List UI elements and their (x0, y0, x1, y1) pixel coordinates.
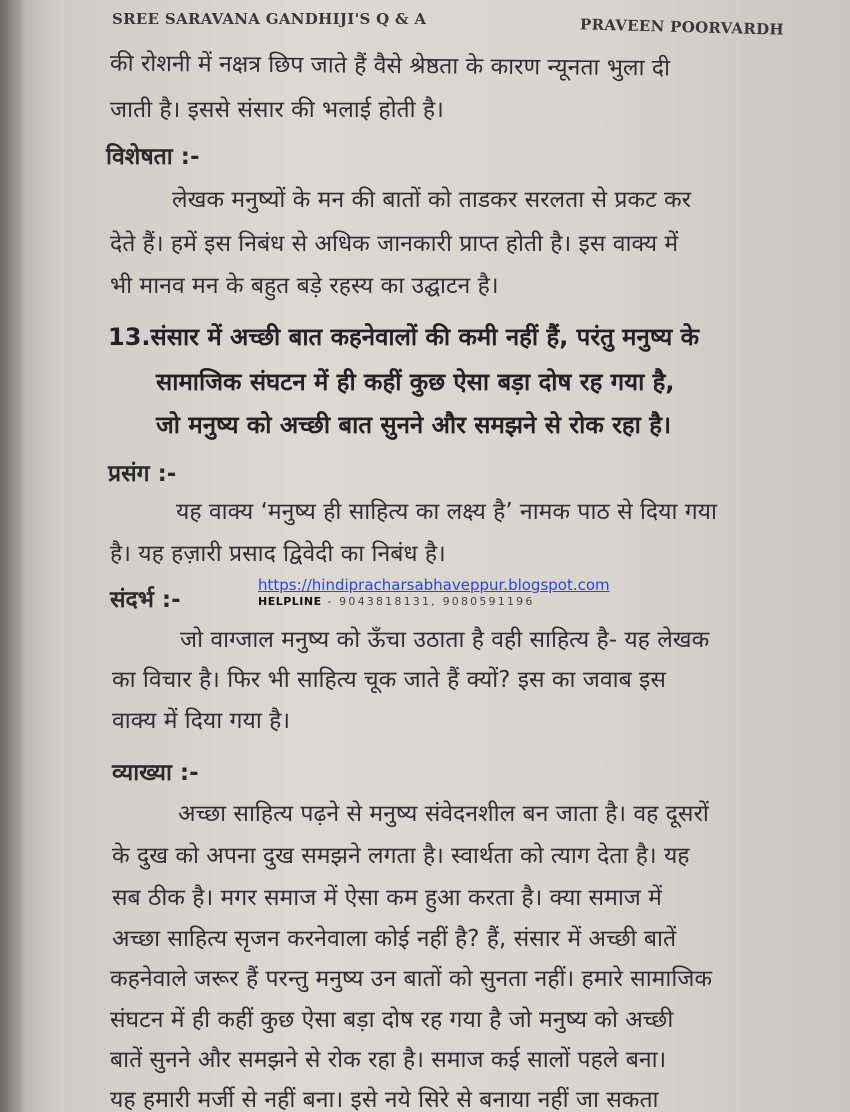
text-line: भी मानव मन के बहुत बड़े रहस्य का उद्घाटन है। (110, 273, 499, 299)
text-line: वाक्य में दिया गया है। (112, 708, 291, 734)
question-text: संसार में अच्छी बात कहनेवालों की कमी नहीं हैं, परंतु मनुष्य के (150, 323, 700, 351)
question-number: 13. (108, 323, 151, 351)
text-line: जो वाग्जाल मनुष्य को ऊँचा उठाता है वही साहित्य है- यह लेखक (180, 627, 710, 653)
running-header-left: SREE SARAVANA GANDHIJI'S Q & A (112, 10, 427, 28)
helpline-watermark (258, 595, 535, 608)
text-line: संघटन में ही कहीं कुछ ऐसा बड़ा दोष रह गया है जो मनुष्य को अच्छी (110, 1007, 674, 1033)
question-line: जो मनुष्य को अच्छी बात सुनने और समझने से रोक रहा है। (156, 411, 672, 439)
text-line: बातें सुनने और समझने से रोक रहा है। समाज कई सालों पहले बना। (110, 1047, 667, 1073)
text-line: का विचार है। फिर भी साहित्य चूक जाते हैं क्यों? इस का जवाब इस (112, 667, 666, 693)
section-heading-prasang: प्रसंग :- (108, 461, 177, 487)
text-line: है। यह हज़ारी प्रसाद द्विवेदी का निबंध है। (110, 541, 446, 567)
helpline-numbers: - 9043818131, 9080591196 (321, 595, 535, 608)
text-line: यह हमारी मर्जी से नहीं बना। इसे नये सिरे से बनाया नहीं जा सकता (110, 1087, 659, 1112)
text-line: के दुख को अपना दुख समझने लगता है। स्वार्थता को त्याग देता है। यह (112, 843, 690, 869)
text-line: सब ठीक है। मगर समाज में ऐसा कम हुआ करता है। क्या समाज में (112, 885, 662, 911)
section-heading-sandarbh: संदर्भ :- (110, 587, 181, 613)
text-line: अच्छा साहित्य पढ़ने से मनुष्य संवेदनशील बन जाता है। वह दूसरों (178, 801, 709, 827)
text-line: जाती है। इससे संसार की भलाई होती है। (110, 97, 444, 123)
running-header-right: PRAVEEN POORVARDH (579, 15, 785, 39)
section-heading-vyakhya: व्याख्या :- (112, 760, 199, 786)
helpline-label: HELPLINE (258, 595, 322, 608)
text-line: की रोशनी में नक्षत्र छिप जाते हैं वैसे श्रेष्ठता के कारण न्यूनता भुला दी (109, 50, 671, 82)
question-line: सामाजिक संघटन में ही कहीं कुछ ऐसा बड़ा दोष रह गया है, (156, 368, 675, 396)
text-line: लेखक मनुष्यों के मन की बातों को ताडकर सरलता से प्रकट कर (172, 187, 692, 213)
text-line: अच्छा साहित्य सृजन करनेवाला कोई नहीं है? हैं, संसार में अच्छी बातें (112, 926, 677, 952)
text-line: यह वाक्य ‘मनुष्य ही साहित्य का लक्ष्य है’ नामक पाठ से दिया गया (176, 499, 717, 525)
watermark-url-link[interactable]: https://hindipracharsabhaveppur.blogspot.com (258, 576, 610, 594)
question-line (108, 320, 699, 353)
page-shadow (0, 0, 26, 1112)
text-line: कहनेवाले जरूर हैं परन्तु मनुष्य उन बातों को सुनता नहीं। हमारे सामाजिक (110, 966, 713, 992)
section-heading-visheshta: विशेषता :- (106, 144, 200, 170)
text-line: देते हैं। हमें इस निबंध से अधिक जानकारी प्राप्त होती है। इस वाक्य में (110, 231, 679, 257)
